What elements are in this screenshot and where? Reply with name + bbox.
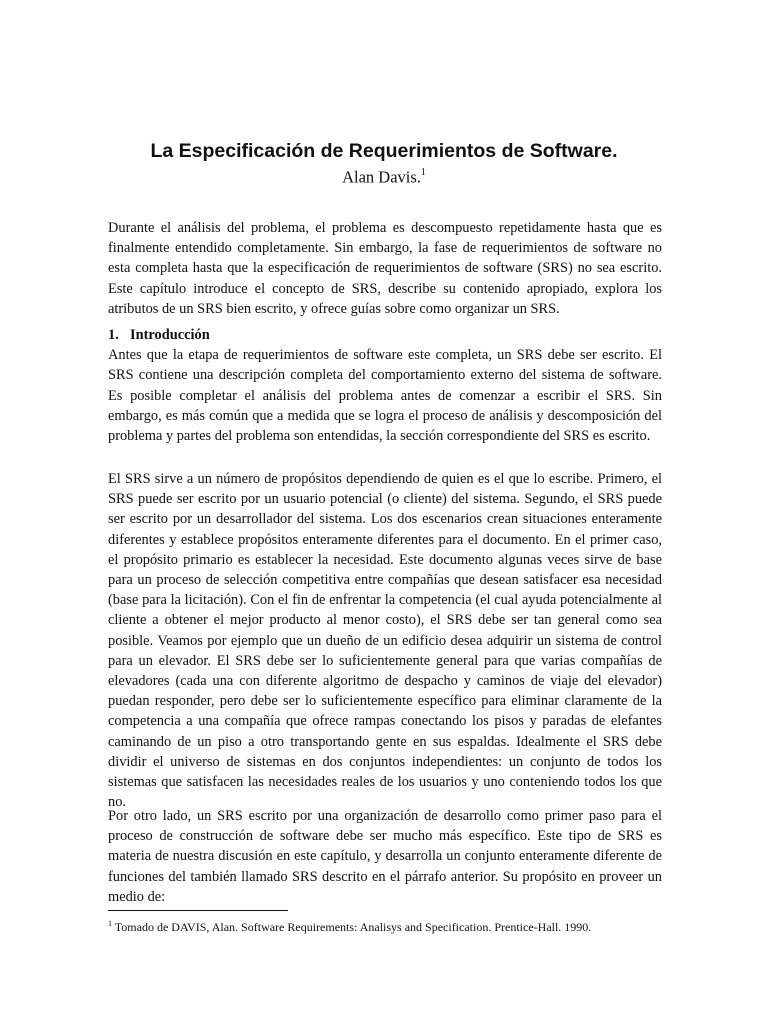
section-1-title: Introducción <box>130 327 210 343</box>
footnote <box>108 916 668 935</box>
intro-block <box>108 218 662 319</box>
section-1-part-3 <box>108 806 662 907</box>
footnote-marker: 1 <box>108 919 112 928</box>
section-1-heading <box>108 325 662 345</box>
intro-paragraph: Durante el análisis del problema, el problema es descompuesto repetidamente hasta que es finalmente entendido completamente. Sin embargo, la fase de requerimientos de software no esta completa hasta que la especificación de requerimientos de software (SRS) no sea escrito. Este capítulo introduce el concepto de SRS, describe su contenido apropiado, explora los atributos de un SRS bien escrito, y ofrece guías sobre como organizar un SRS. <box>108 220 662 317</box>
author-name: Alan Davis. <box>342 167 421 187</box>
document-author <box>0 163 768 189</box>
author-footnote-marker: 1 <box>420 167 426 178</box>
section-1-paragraph-2: El SRS sirve a un número de propósitos dependiendo de quien es el que lo escribe. Primero, el SRS puede ser escrito por un usuario potencial (o cliente) del sistema. Segundo, el SRS puede ser escrito por un desarrollador del sistema. Los dos escenarios crean situaciones enteramente diferentes y establece propósitos enteramente diferentes para el documento. En el primer caso, el propósito primario es establecer la necesidad. Este documento algunas veces sirve de base para un proceso de selección competitiva entre compañías que desean satisfacer esa necesidad (base para la licitación). Con el fin de enfrentar la competencia (el cual ayuda potencialmente al cliente a obtener el mejor producto al menor costo), el SRS debe ser tan general como sea posible. Veamos por ejemplo que un dueño de un edificio desea adquirir un sistema de control para un elevador. El SRS debe ser lo suficientemente general para que varias compañías de elevadores (cada una con diferente algoritmo de despacho y caminos de viaje del elevador) puedan responder, pero debe ser lo suficientemente específico para eliminar claramente de la competencia a una compañía que ofrece rampas conectando los pisos y paradas de elefantes caminando de un piso a otro transportando gente en sus espaldas. Idealmente el SRS debe dividir el universo de sistemas en dos conjuntos independientes: un conjunto de todos los sistemas que satisfacen las necesidades reales de los usuarios y uno conteniendo todos los que no. <box>108 471 662 811</box>
section-1-paragraph-3: Por otro lado, un SRS escrito por una organización de desarrollo como primer paso para el proceso de construcción de software debe ser mucho más específico. Este tipo de SRS es materia de nuestra discusión en este capítulo, y desarrolla un conjunto enteramente diferente de funciones del también llamado SRS descrito en el párrafo anterior. Su propósito en proveer un medio de: <box>108 808 662 905</box>
document-title: La Especificación de Requerimientos de Software. <box>150 140 618 162</box>
footnote-separator <box>108 910 288 911</box>
section-1-number: 1. <box>108 327 119 343</box>
section-1-part-2 <box>108 469 662 812</box>
section-1-paragraph-1: Antes que la etapa de requerimientos de software este completa, un SRS debe ser escrito. El SRS contiene una descripción completa del comportamiento externo del sistema de software. Es posible completar el análisis del problema antes de comenzar a escribir el SRS. Sin embargo, es más común que a medida que se logra el proceso de análisis y descomposición del problema y partes del problema son entendidas, la sección correspondiente del SRS es escrito. <box>108 347 662 445</box>
section-1 <box>108 325 662 446</box>
footnote-text: Tomado de DAVIS, Alan. Software Requirements: Analisys and Specification. Prentice-Hall. 1990. <box>114 920 592 934</box>
